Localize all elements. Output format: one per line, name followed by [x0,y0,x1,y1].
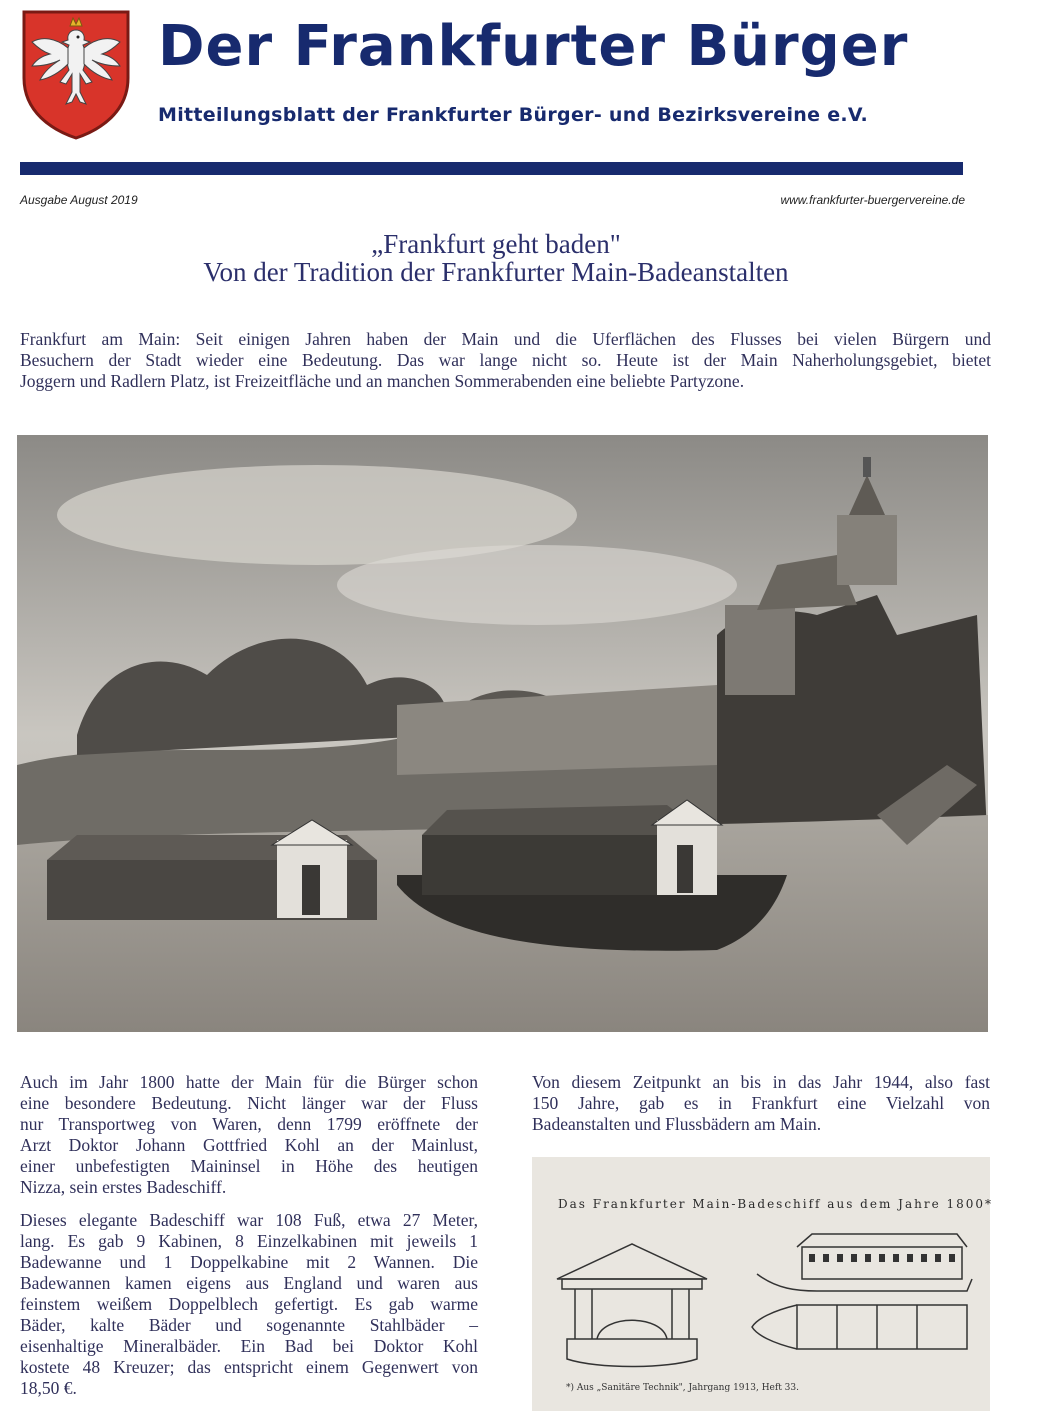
masthead-rule [20,162,963,175]
badeschiff-engraving-image [17,435,988,1032]
issue-date: Ausgabe August 2019 [20,193,138,207]
left-column-paragraph-2 [20,1210,478,1399]
headline-line-1: „Frankfurt geht baden" [371,229,621,259]
intro-paragraph [20,329,991,392]
headline-line-2: Von der Tradition der Frankfurter Main-Badeanstalten [203,257,789,287]
text-line: feinstem weißem Doppelblech gefertigt. Es gab warme [20,1294,478,1314]
text-line: nur Transportweg von Waren, denn 1799 eröffnete der [20,1114,478,1134]
text-line: einer unbefestigten Maininsel in Höhe des heutigen [20,1156,478,1176]
text-line: Nizza, sein erstes Badeschiff. [20,1177,227,1197]
frankfurt-eagle-coat-of-arms [20,8,132,140]
badeschiff-technical-drawing [532,1157,994,1411]
masthead-subtitle: Mitteilungsblatt der Frankfurter Bürger- und Bezirksvereine e.V. [158,104,868,126]
left-column [20,1072,478,1399]
drawing-figures [547,1219,977,1379]
text-line: Bäder, kalte Bäder und sogenannte Stahlbäder – [20,1315,478,1335]
drawing-caption: Das Frankfurter Main-Badeschiff aus dem Jahre 1800* [558,1197,994,1211]
text-line: Arzt Doktor Johann Gottfried Kohl an der Mainlust, [20,1135,478,1155]
drawing-footnote: *) Aus „Sanitäre Technik", Jahrgang 1913, Heft 33. [566,1383,799,1393]
text-line: Auch im Jahr 1800 hatte der Main für die Bürger schon [20,1072,478,1092]
text-line: Badewannen kamen eigens aus England und waren aus [20,1273,478,1293]
text-line: 150 Jahre, gab es in Frankfurt eine Vielzahl von [532,1093,990,1113]
text-line: kostete 48 Kreuzer; das entspricht einem Gegenwert von [20,1357,478,1377]
intro-line: Frankfurt am Main: Seit einigen Jahren haben der Main und die Uferflächen des Flusses bei vielen Bürgern und [20,329,991,349]
masthead-title: Der Frankfurter Bürger [158,14,909,79]
text-line: 18,50 €. [20,1378,77,1398]
intro-line: Joggern und Radlern Platz, ist Freizeitfläche und an manchen Sommerabenden eine beliebte Partyzone. [20,371,745,391]
intro-line: Besuchern der Stadt wieder eine Bedeutung. Das war lange nicht so. Heute ist der Main Naherholungsgebiet, bietet [20,350,991,370]
text-line: lang. Es gab 9 Kabinen, 8 Einzelkabinen mit jeweils 1 [20,1231,478,1251]
text-line: eine besondere Bedeutung. Nicht länger war der Fluss [20,1093,478,1113]
text-line: Badeanstalten und Flussbädern am Main. [532,1114,822,1134]
text-line: Badewanne und 1 Doppelkabine mit 2 Wannen. Die [20,1252,478,1272]
right-column-paragraph-1 [532,1072,990,1135]
text-line: Dieses elegante Badeschiff war 108 Fuß, etwa 27 Meter, [20,1210,478,1230]
text-line: eisenhaltige Mineralbäder. Ein Bad bei Doktor Kohl [20,1336,478,1356]
website-link[interactable]: www.frankfurter-buergervereine.de [780,193,965,207]
left-column-paragraph-1 [20,1072,478,1198]
text-line: Von diesem Zeitpunkt an bis in das Jahr 1944, also fast [532,1072,990,1092]
